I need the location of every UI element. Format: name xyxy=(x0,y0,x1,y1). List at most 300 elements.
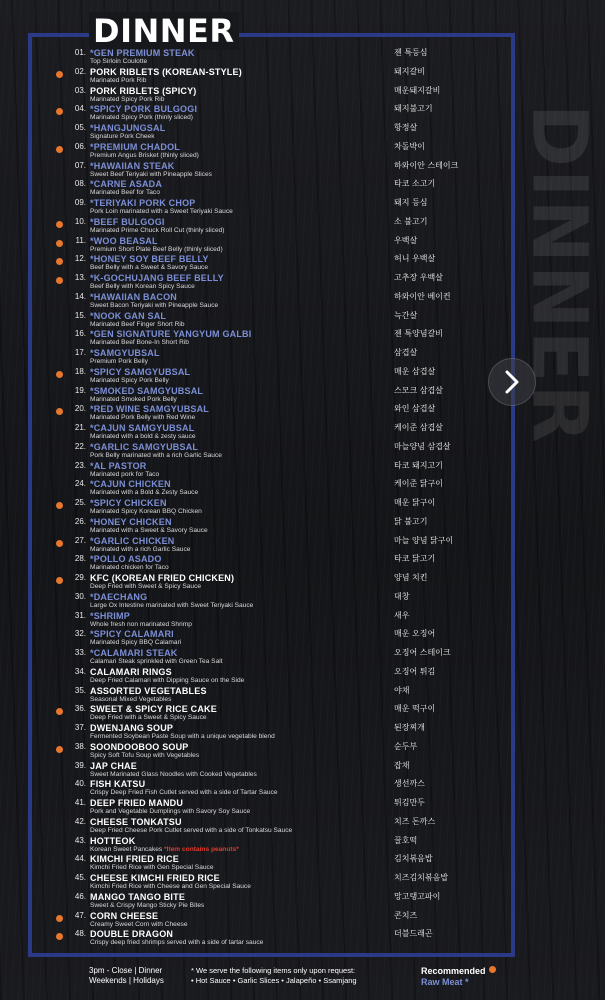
item-korean-name: 꿀호떡 xyxy=(394,835,418,845)
item-description xyxy=(90,563,169,572)
item-description xyxy=(90,582,201,591)
item-korean-name: 타코 소고기 xyxy=(394,179,436,189)
item-description xyxy=(90,95,164,104)
item-description xyxy=(90,282,195,291)
item-name: SOONDOOBOO SOUP xyxy=(90,741,189,752)
item-description-text: Premium Angus Brisket (thinly sliced) xyxy=(90,151,199,159)
item-number: 19. xyxy=(74,385,86,395)
item-description xyxy=(90,76,146,85)
item-number: 28. xyxy=(74,554,86,564)
item-name: *TERIYAKI PORK CHOP xyxy=(90,198,196,208)
item-korean-name: 치즈 돈까스 xyxy=(394,816,436,826)
item-number: 14. xyxy=(74,291,86,301)
menu-item xyxy=(0,461,556,480)
item-description-text: Kimchi Fried Rice with Cheese and Gen Special Sauce xyxy=(90,883,251,890)
item-korean-name: 우백살 xyxy=(394,235,418,245)
item-name: *SPICY CALAMARI xyxy=(90,629,174,640)
item-name: *WOO BEASAL xyxy=(90,235,158,246)
item-korean-name: 순두부 xyxy=(394,741,418,751)
item-description xyxy=(90,638,181,647)
item-description-text: Sweet & Crispy Mango Sticky Pie Bites xyxy=(90,901,205,909)
menu-item xyxy=(0,217,556,236)
menu-item xyxy=(0,292,556,311)
item-description xyxy=(90,657,223,666)
item-name: ASSORTED VEGETABLES xyxy=(90,685,207,696)
item-name: *HONEY SOY BEEF BELLY xyxy=(90,254,209,265)
item-korean-name: 매운 떡구이 xyxy=(394,704,436,714)
item-description xyxy=(90,432,196,441)
item-description-text: Marinated Spicy BBQ Calamari xyxy=(90,639,182,647)
item-description-text: Sweet Marinated Glass Noodles with Cooked Vegetables xyxy=(90,770,257,778)
item-description-text: Whole fresh non marinated Shrimp xyxy=(90,620,192,628)
menu-item xyxy=(0,817,556,836)
menu-item xyxy=(0,67,556,86)
menu-item xyxy=(0,479,556,498)
item-description-text: Large Ox Intestine marinated with Sweet Teriyaki Sauce xyxy=(90,601,254,609)
item-korean-name: 매운 삼겹살 xyxy=(394,366,436,376)
item-number: 37. xyxy=(74,723,86,732)
item-description-text: Beef Belly with a Sweet & Savory Sauce xyxy=(90,264,209,272)
item-name: DWENJANG SOUP xyxy=(90,723,174,733)
item-description xyxy=(90,207,233,216)
item-name: *SPICY CHICKEN xyxy=(90,498,167,508)
item-description xyxy=(90,320,185,329)
request-note-line-1: * We serve the following items only upon request: xyxy=(191,966,356,975)
menu-item xyxy=(0,648,556,667)
menu-item xyxy=(0,273,556,292)
menu-item xyxy=(0,611,556,630)
menu-item xyxy=(0,629,556,648)
item-description-text: Premium Pork Belly xyxy=(90,358,148,365)
item-korean-name: 생선까스 xyxy=(394,779,425,789)
item-korean-name: 돼지갈비 xyxy=(394,66,425,76)
menu-item xyxy=(0,236,556,255)
item-korean-name: 돼지불고기 xyxy=(394,104,433,114)
item-description-text: Marinated chicken for Taco xyxy=(90,564,169,572)
item-description-text: Pork Loin marinated with a Sweet Teriyaki Sauce xyxy=(90,208,233,215)
dinner-watermark: DINNER xyxy=(515,103,605,445)
item-description xyxy=(90,882,251,891)
item-description xyxy=(90,488,198,497)
item-korean-name: 더블드래곤 xyxy=(394,929,433,939)
item-name: *CARNE ASADA xyxy=(90,179,163,190)
item-description xyxy=(90,713,207,722)
item-number: 25. xyxy=(74,498,86,507)
recommended-dot-icon xyxy=(56,933,63,940)
item-korean-name: 와인 삼겹살 xyxy=(394,404,436,414)
legend-raw-meat: Raw Meat * xyxy=(421,977,469,987)
item-number: 31. xyxy=(74,610,86,620)
item-number: 29. xyxy=(74,573,86,582)
recommended-dot-icon xyxy=(56,915,63,922)
item-description-text: Marinated with a Bold & Zesty Sauce xyxy=(90,489,199,497)
item-korean-name: 새우 xyxy=(394,610,410,620)
hours-line-1: 3pm - Close | Dinner xyxy=(89,966,163,975)
item-description-text: Marinated Spicy Korean BBQ Chicken xyxy=(90,508,202,515)
menu-item xyxy=(0,198,556,217)
item-number: 42. xyxy=(74,816,86,826)
item-description xyxy=(90,357,148,366)
menu-item xyxy=(0,329,556,348)
item-description-text: Spicy Soft Tofu Soup with Vegetables xyxy=(90,751,200,759)
item-description xyxy=(90,151,199,160)
item-korean-name: 망고탱고파이 xyxy=(394,891,441,901)
item-description-text: Korean Sweet Pancakes xyxy=(90,845,165,853)
item-number: 10. xyxy=(74,216,86,226)
item-korean-name: 타코 돼지고기 xyxy=(394,460,443,470)
item-description-text: Seasonal Mixed Vegetables xyxy=(90,695,172,703)
item-number: 17. xyxy=(74,348,86,357)
item-number: 16. xyxy=(74,329,86,339)
menu-item xyxy=(0,836,556,855)
hours-line-2: Weekends | Holidays xyxy=(89,976,164,985)
menu-item xyxy=(0,667,556,686)
item-name: *SPICY SAMGYUBSAL xyxy=(90,366,191,377)
menu-item xyxy=(0,761,556,780)
item-description-text: Marinated Spicy Pork Belly xyxy=(90,376,169,384)
item-korean-name: 젠 특양념갈비 xyxy=(394,329,443,339)
item-number: 44. xyxy=(74,854,86,864)
item-name: *HAWAIIAN BACON xyxy=(90,291,178,302)
item-korean-name: 마늘양념 삼겹살 xyxy=(394,441,451,451)
item-korean-name: 오징어 튀김 xyxy=(394,666,436,676)
item-korean-name: 타코 닭고기 xyxy=(394,554,436,564)
menu-item xyxy=(0,892,556,911)
item-description-text: Marinated with a rich Garlic Sauce xyxy=(90,545,191,553)
item-name: *GEN PREMIUM STEAK xyxy=(90,48,195,58)
item-number: 15. xyxy=(74,310,86,320)
item-number: 33. xyxy=(74,648,86,657)
item-number: 05. xyxy=(74,123,86,132)
menu-item xyxy=(0,123,556,142)
item-number: 23. xyxy=(74,460,86,470)
item-description-text: Deep Fried with a Sweet & Spicy Sauce xyxy=(90,714,207,722)
legend-recommended: Recommended xyxy=(421,966,486,976)
item-korean-name: 케이준 삼겹살 xyxy=(394,423,443,432)
item-name: *SAMGYUBSAL xyxy=(90,348,160,358)
item-name: FISH KATSU xyxy=(90,779,146,790)
item-description-text: Crispy Deep Fried Fish Cutlet served with a side of Tartar Sauce xyxy=(90,789,278,797)
item-description-text: Marinated Smoked Pork Belly xyxy=(90,395,177,403)
menu-item xyxy=(0,742,556,761)
item-description-text: Marinated with a bold & zesty sauce xyxy=(90,433,196,440)
item-description xyxy=(90,920,187,929)
request-note-line-2: • Hot Sauce • Garlic Slices • Jalapeño • Ssamjang xyxy=(191,976,357,985)
item-name: *GARLIC CHICKEN xyxy=(90,535,175,546)
menu-item xyxy=(0,517,556,536)
item-number: 07. xyxy=(74,160,86,170)
menu-item xyxy=(0,367,556,386)
item-korean-name: 오징어 스테이크 xyxy=(394,648,451,657)
menu-item xyxy=(0,104,556,123)
item-number: 41. xyxy=(74,798,86,807)
item-name: *BEEF BULGOGI xyxy=(90,216,165,227)
item-description xyxy=(90,695,171,704)
item-number: 13. xyxy=(74,273,86,282)
item-description xyxy=(90,263,208,272)
item-description xyxy=(90,788,278,797)
item-description xyxy=(90,376,169,385)
item-number: 09. xyxy=(74,198,86,207)
menu-item xyxy=(0,704,556,723)
item-number: 36. xyxy=(74,704,86,714)
item-korean-name: 늑간살 xyxy=(394,310,418,320)
item-name: *HAWAIIAN STEAK xyxy=(90,160,175,171)
item-description xyxy=(90,132,155,141)
item-name: *SHRIMP xyxy=(90,610,130,621)
item-korean-name: 닭 불고기 xyxy=(394,516,428,526)
item-name: *GARLIC SAMGYUBSAL xyxy=(90,441,199,452)
menu-item xyxy=(0,179,556,198)
item-name: *CAJUN SAMGYUBSAL xyxy=(90,423,195,433)
item-description xyxy=(90,470,159,479)
item-description-text: Crispy deep fried shrimps served with a side of tartar sauce xyxy=(90,939,264,947)
item-description-text: Premium Short Plate Beef Belly (thinly sliced) xyxy=(90,245,223,253)
item-description xyxy=(90,526,208,535)
recommended-dot-icon xyxy=(56,502,63,509)
item-description-text: Marinated Pork Belly with Red Wine xyxy=(90,414,196,422)
item-number: 39. xyxy=(74,760,86,770)
item-description xyxy=(90,807,250,816)
menu-item xyxy=(0,442,556,461)
item-name: *DAECHANG xyxy=(90,591,148,602)
item-name: *PREMIUM CHADOL xyxy=(90,141,180,152)
item-number: 06. xyxy=(74,141,86,151)
item-description-text: Kimchi Fried Rice with Gen Special Sauce xyxy=(90,864,214,872)
item-description xyxy=(90,57,147,66)
item-description-text: Top Sirloin Coulotte xyxy=(90,58,148,65)
item-description-text: Marinated Spicy Pork (thinly sliced) xyxy=(90,114,193,122)
item-korean-name: 잡채 xyxy=(394,760,410,770)
item-name: *RED WINE SAMGYUBSAL xyxy=(90,404,210,415)
menu-item xyxy=(0,854,556,873)
menu-item xyxy=(0,873,556,892)
item-number: 01. xyxy=(74,48,86,57)
recommended-dot-icon xyxy=(56,258,63,265)
recommended-dot-icon xyxy=(56,540,63,547)
item-number: 38. xyxy=(74,741,86,751)
item-description-text: Deep Fried Calamari with Dipping Sauce on the Side xyxy=(90,676,245,684)
menu-item xyxy=(0,86,556,105)
recommended-dot-icon xyxy=(56,71,63,78)
menu-item xyxy=(0,404,556,423)
item-korean-name: 소 불고기 xyxy=(394,216,428,226)
item-korean-name: 하와이안 베이컨 xyxy=(394,291,451,301)
item-name: *HANGJUNGSAL xyxy=(90,123,166,133)
page-title: DINNER xyxy=(89,12,239,50)
menu-item xyxy=(0,911,556,930)
item-name: DOUBLE DRAGON xyxy=(90,929,174,940)
orange-dot-icon xyxy=(489,966,496,973)
recommended-dot-icon xyxy=(56,108,63,115)
item-description-text: Pork Belly marinated with a rich Garlic Sauce xyxy=(90,451,222,459)
allergy-warning: *Item contains peanuts* xyxy=(164,845,239,853)
menu-item xyxy=(0,311,556,330)
item-description xyxy=(90,507,202,516)
item-korean-name: 마늘 양념 닭구이 xyxy=(394,535,454,545)
item-name: *SPICY PORK BULGOGI xyxy=(90,104,198,115)
item-number: 24. xyxy=(74,479,86,489)
menu-item xyxy=(0,142,556,161)
item-number: 40. xyxy=(74,779,86,789)
menu-item xyxy=(0,573,556,592)
item-number: 30. xyxy=(74,591,86,601)
item-description xyxy=(90,545,190,554)
legend xyxy=(421,966,496,988)
menu-item xyxy=(0,386,556,405)
item-description xyxy=(90,938,263,947)
item-name: *CALAMARI STEAK xyxy=(90,648,178,658)
item-name: PORK RIBLETS (KOREAN-STYLE) xyxy=(90,66,242,77)
item-number: 43. xyxy=(74,835,86,845)
item-korean-name: 돼지 등심 xyxy=(394,198,428,207)
recommended-dot-icon xyxy=(56,240,63,247)
item-korean-name: 항정살 xyxy=(394,123,418,132)
item-korean-name: 튀김만두 xyxy=(394,798,425,807)
item-number: 04. xyxy=(74,104,86,114)
hours-info xyxy=(89,966,164,986)
item-description xyxy=(90,601,253,610)
item-number: 12. xyxy=(74,254,86,264)
item-description-text: Marinated Pork Rib xyxy=(90,76,147,84)
item-name: KFC (KOREAN FRIED CHICKEN) xyxy=(90,573,235,583)
item-korean-name: 고추장 우백살 xyxy=(394,273,443,282)
item-name: DEEP FRIED MANDU xyxy=(90,798,184,808)
item-name: *CAJUN CHICKEN xyxy=(90,479,171,490)
item-description-text: Marinated Beef Bone-In Short Rib xyxy=(90,339,189,347)
item-korean-name: 치즈김치볶음밥 xyxy=(394,873,449,882)
menu-item xyxy=(0,423,556,442)
item-name: CHEESE KIMCHI FRIED RICE xyxy=(90,873,220,883)
item-description xyxy=(90,395,177,404)
item-korean-name: 김치볶음밥 xyxy=(394,854,433,864)
item-korean-name: 스모크 삼겹살 xyxy=(394,385,443,395)
item-number: 02. xyxy=(74,66,86,76)
item-korean-name: 허니 우백살 xyxy=(394,254,436,264)
menu-item xyxy=(0,48,556,67)
item-number: 46. xyxy=(74,891,86,901)
menu-item xyxy=(0,686,556,705)
item-description-text: Pork and Vegetable Dumplings with Savory Soy Sauce xyxy=(90,808,251,815)
item-number: 11. xyxy=(75,235,86,245)
item-number: 32. xyxy=(74,629,86,639)
item-name: MANGO TANGO BITE xyxy=(90,891,186,902)
menu-item xyxy=(0,554,556,573)
menu-item xyxy=(0,929,556,948)
item-description xyxy=(90,826,292,835)
item-description xyxy=(90,901,204,910)
item-number: 35. xyxy=(74,685,86,695)
item-name: *GEN SIGNATURE YANGYUM GALBI xyxy=(90,329,252,340)
item-description-text: Deep Fried Cheese Pork Cutlet served with a side of Tonkatsu Sauce xyxy=(90,826,293,834)
item-name: *HONEY CHICKEN xyxy=(90,516,172,527)
item-description xyxy=(90,863,214,872)
item-description-text: Deep Fried with Sweet & Spicy Sauce xyxy=(90,583,202,590)
item-description-text: Signature Pork Cheek xyxy=(90,133,155,140)
item-korean-name: 삼겹살 xyxy=(394,348,418,357)
menu-item xyxy=(0,723,556,742)
item-description-text: Marinated with a Sweet & Savory Sauce xyxy=(90,526,208,534)
menu-item xyxy=(0,536,556,555)
item-description-text: Calamari Steak sprinkled with Green Tea Salt xyxy=(90,658,223,665)
item-description-text: Creamy Sweet Corn with Cheese xyxy=(90,920,188,928)
item-name: PORK RIBLETS (SPICY) xyxy=(90,85,197,96)
item-name: KIMCHI FRIED RICE xyxy=(90,854,179,865)
item-name: CHEESE TONKATSU xyxy=(90,816,182,827)
item-description xyxy=(90,751,199,760)
item-name: *K-GOCHUJANG BEEF BELLY xyxy=(90,273,224,283)
item-korean-name: 양념 치킨 xyxy=(394,573,428,582)
item-name: *POLLO ASADO xyxy=(90,554,162,565)
item-name: *NOOK GAN SAL xyxy=(90,310,167,321)
item-description-text: Marinated pork for Taco xyxy=(90,470,160,478)
menu-item xyxy=(0,498,556,517)
item-description xyxy=(90,770,257,779)
item-description-text: Marinated Spicy Pork Rib xyxy=(90,95,165,103)
item-number: 20. xyxy=(74,404,86,414)
menu-item xyxy=(0,161,556,180)
item-name: JAP CHAE xyxy=(90,760,137,771)
item-name: *AL PASTOR xyxy=(90,460,147,471)
item-description-text: Marinated Beef for Taco xyxy=(90,189,160,197)
item-number: 21. xyxy=(74,423,86,432)
recommended-dot-icon xyxy=(56,577,63,584)
item-description xyxy=(90,413,195,422)
menu-item xyxy=(0,254,556,273)
item-name: *SMOKED SAMGYUBSAL xyxy=(90,385,204,396)
recommended-dot-icon xyxy=(56,221,63,228)
menu-list xyxy=(0,48,556,948)
item-number: 47. xyxy=(74,910,86,920)
item-korean-name: 된장찌개 xyxy=(394,723,425,732)
item-description xyxy=(90,845,239,854)
item-korean-name: 매운 오징어 xyxy=(394,629,436,639)
item-name: CORN CHEESE xyxy=(90,910,159,921)
item-korean-name: 매운돼지갈비 xyxy=(394,85,441,95)
item-korean-name: 대창 xyxy=(394,591,410,601)
item-number: 03. xyxy=(74,85,86,95)
menu-item xyxy=(0,779,556,798)
item-korean-name: 콘치즈 xyxy=(394,910,418,920)
item-korean-name: 매운 닭구이 xyxy=(394,498,436,507)
item-name: HOTTEOK xyxy=(90,835,136,846)
item-description xyxy=(90,245,223,254)
item-description xyxy=(90,732,275,741)
item-description-text: Sweet Bacon Teriyaki with Pineapple Sauce xyxy=(90,301,219,309)
recommended-dot-icon xyxy=(56,408,63,415)
menu-item xyxy=(0,592,556,611)
item-description-text: Marinated Prime Chuck Roll Cut (thinly sliced) xyxy=(90,226,225,234)
item-name: CALAMARI RINGS xyxy=(90,666,172,677)
recommended-dot-icon xyxy=(56,746,63,753)
item-number: 08. xyxy=(74,179,86,189)
item-korean-name: 케이준 닭구이 xyxy=(394,479,443,489)
item-korean-name: 야채 xyxy=(394,685,410,695)
item-description-text: Marinated Beef Finger Short Rib xyxy=(90,320,185,328)
recommended-dot-icon xyxy=(56,277,63,284)
item-description xyxy=(90,113,193,122)
menu-item xyxy=(0,348,556,367)
item-number: 22. xyxy=(74,441,86,451)
item-description xyxy=(90,226,224,235)
item-number: 45. xyxy=(74,873,86,882)
recommended-dot-icon xyxy=(56,146,63,153)
item-description xyxy=(90,338,189,347)
request-note xyxy=(191,966,357,986)
item-description-text: Beef Belly with Korean Spicy Sauce xyxy=(90,283,195,290)
item-number: 48. xyxy=(74,929,86,939)
item-number: 26. xyxy=(74,516,86,526)
